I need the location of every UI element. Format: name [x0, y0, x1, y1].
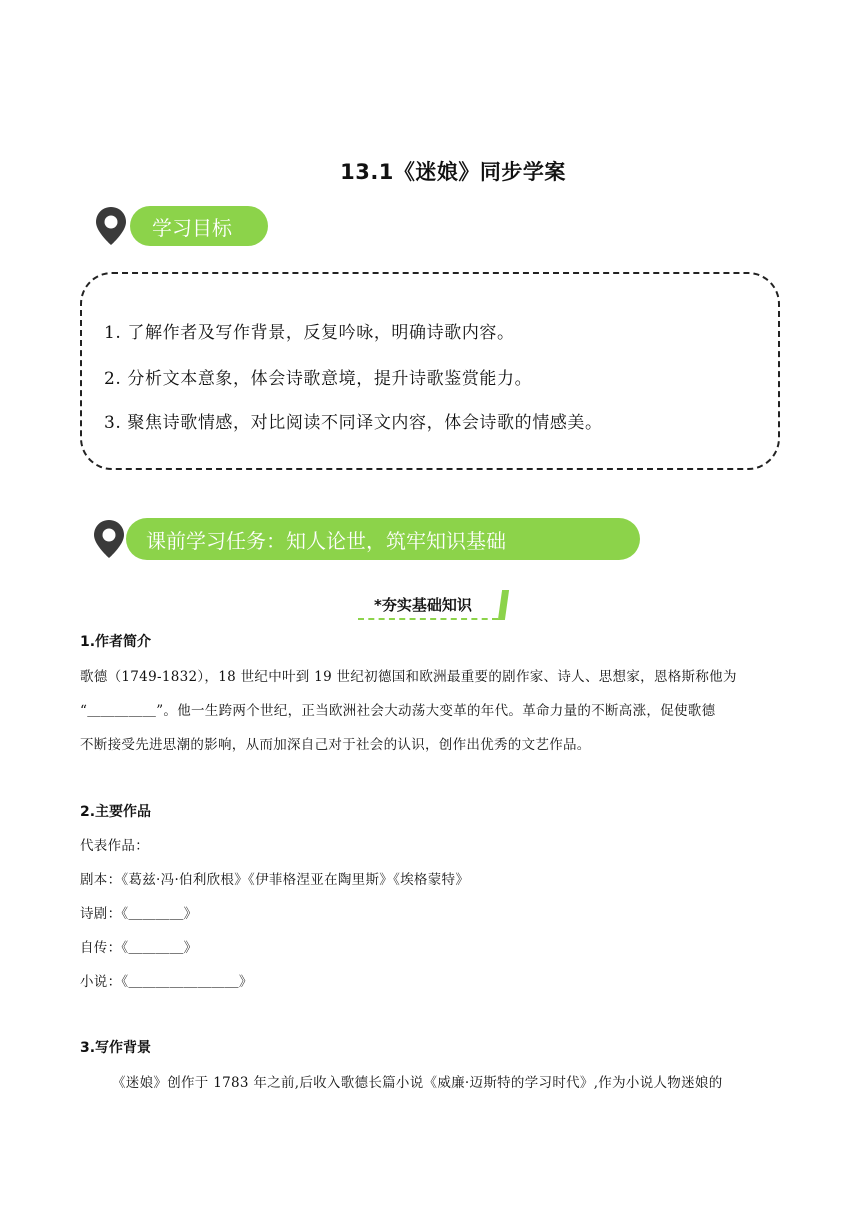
learning-goals-banner: [94, 206, 268, 246]
background-line: 《迷娘》创作于 1783 年之前,后收入歌德长篇小说《威廉·迈斯特的学习时代》,作为小说人物迷娘的: [112, 1075, 723, 1091]
location-pin-icon: [94, 206, 128, 246]
goal-item: 3. 聚焦诗歌情感，对比阅读不同译文内容，体会诗歌的情感美。: [104, 413, 603, 433]
learning-goals-label: 学习目标: [130, 206, 268, 246]
goals-box: [80, 272, 780, 470]
section-mark-underline: [358, 618, 498, 620]
main-works-heading: 2.主要作品: [80, 804, 152, 820]
author-intro-line: 歌德（1749-1832），18 世纪中叶到 19 世纪初德国和欧洲最重要的剧作家、诗人、思想家，恩格斯称他为: [80, 669, 737, 685]
background-heading: 3.写作背景: [80, 1040, 152, 1056]
author-intro-line: 不断接受先进思潮的影响，从而加深自己对于社会的认识，创作出优秀的文艺作品。: [80, 737, 591, 753]
section-mark-bar: [498, 590, 509, 620]
section-mark-label: *夯实基础知识: [374, 596, 472, 614]
main-works-line: 代表作品：: [80, 838, 149, 854]
main-works-line: 诗剧：《＿＿＿＿》: [80, 906, 198, 922]
location-pin-icon: [92, 519, 126, 559]
page-title: 13.1《迷娘》同步学案: [340, 160, 566, 184]
goal-item: 1. 了解作者及写作背景，反复吟咏，明确诗歌内容。: [104, 323, 515, 343]
main-works-line: 剧本：《葛兹·冯·伯利欣根》《伊菲格涅亚在陶里斯》《埃格蒙特》: [80, 872, 470, 888]
section-mark: [358, 590, 508, 624]
pre-class-task-banner: [92, 518, 640, 560]
goal-item: 2. 分析文本意象，体会诗歌意境，提升诗歌鉴赏能力。: [104, 369, 533, 389]
author-intro-line: “＿＿＿＿＿”。他一生跨两个世纪，正当欧洲社会大动荡大变革的年代。革命力量的不断高涨，促使歌德: [80, 703, 716, 719]
pre-class-task-label: 课前学习任务：知人论世，筑牢知识基础: [126, 518, 640, 560]
author-intro-heading: 1.作者简介: [80, 634, 152, 650]
main-works-line: 自传：《＿＿＿＿》: [80, 940, 198, 956]
main-works-line: 小说：《＿＿＿＿＿＿＿＿》: [80, 974, 253, 990]
